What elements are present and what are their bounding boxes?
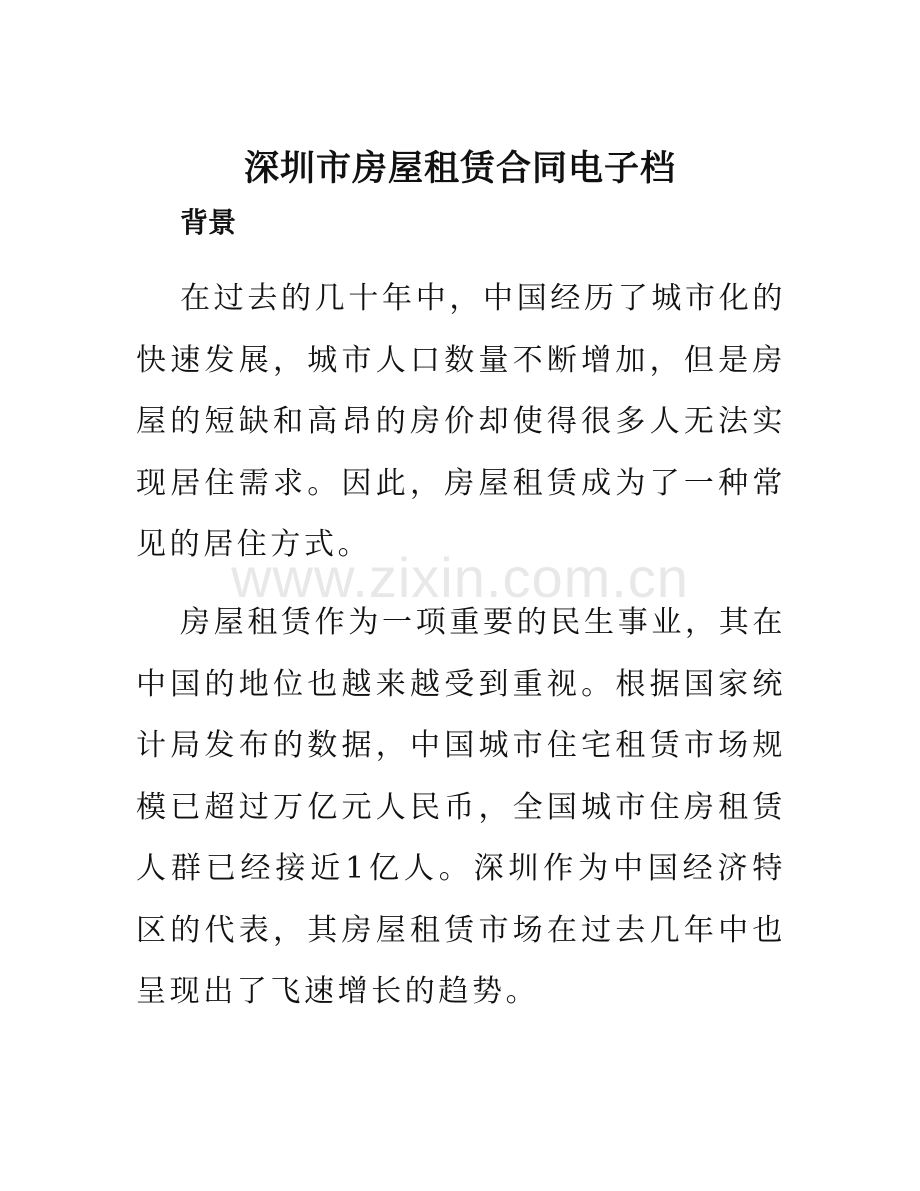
section-heading: 背景 — [180, 206, 237, 239]
watermark-text: www.zixin.com.cn — [231, 546, 689, 609]
document-title: 深圳市房屋租赁合同电子档 — [243, 148, 676, 189]
paragraph-2: 房屋租赁作为一项重要的民生事业，其在中国的地位也越来越受到重视。根据国家统计局发布的数据，中国城市住宅租赁市场规模已超过万亿元人民币，全国城市住房租赁人群已经接近1亿人。深圳作为中国经济特区的代表，其房屋租赁市场在过去几年中也呈现出了飞速增长的趋势。 — [136, 605, 786, 1009]
paragraph-1: 在过去的几十年中，中国经历了城市化的快速发展，城市人口数量不断增加，但是房屋的短缺和高昂的房价却使得很多人无法实现居住需求。因此，房屋租赁成为了一种常见的居住方式。 — [136, 281, 786, 562]
